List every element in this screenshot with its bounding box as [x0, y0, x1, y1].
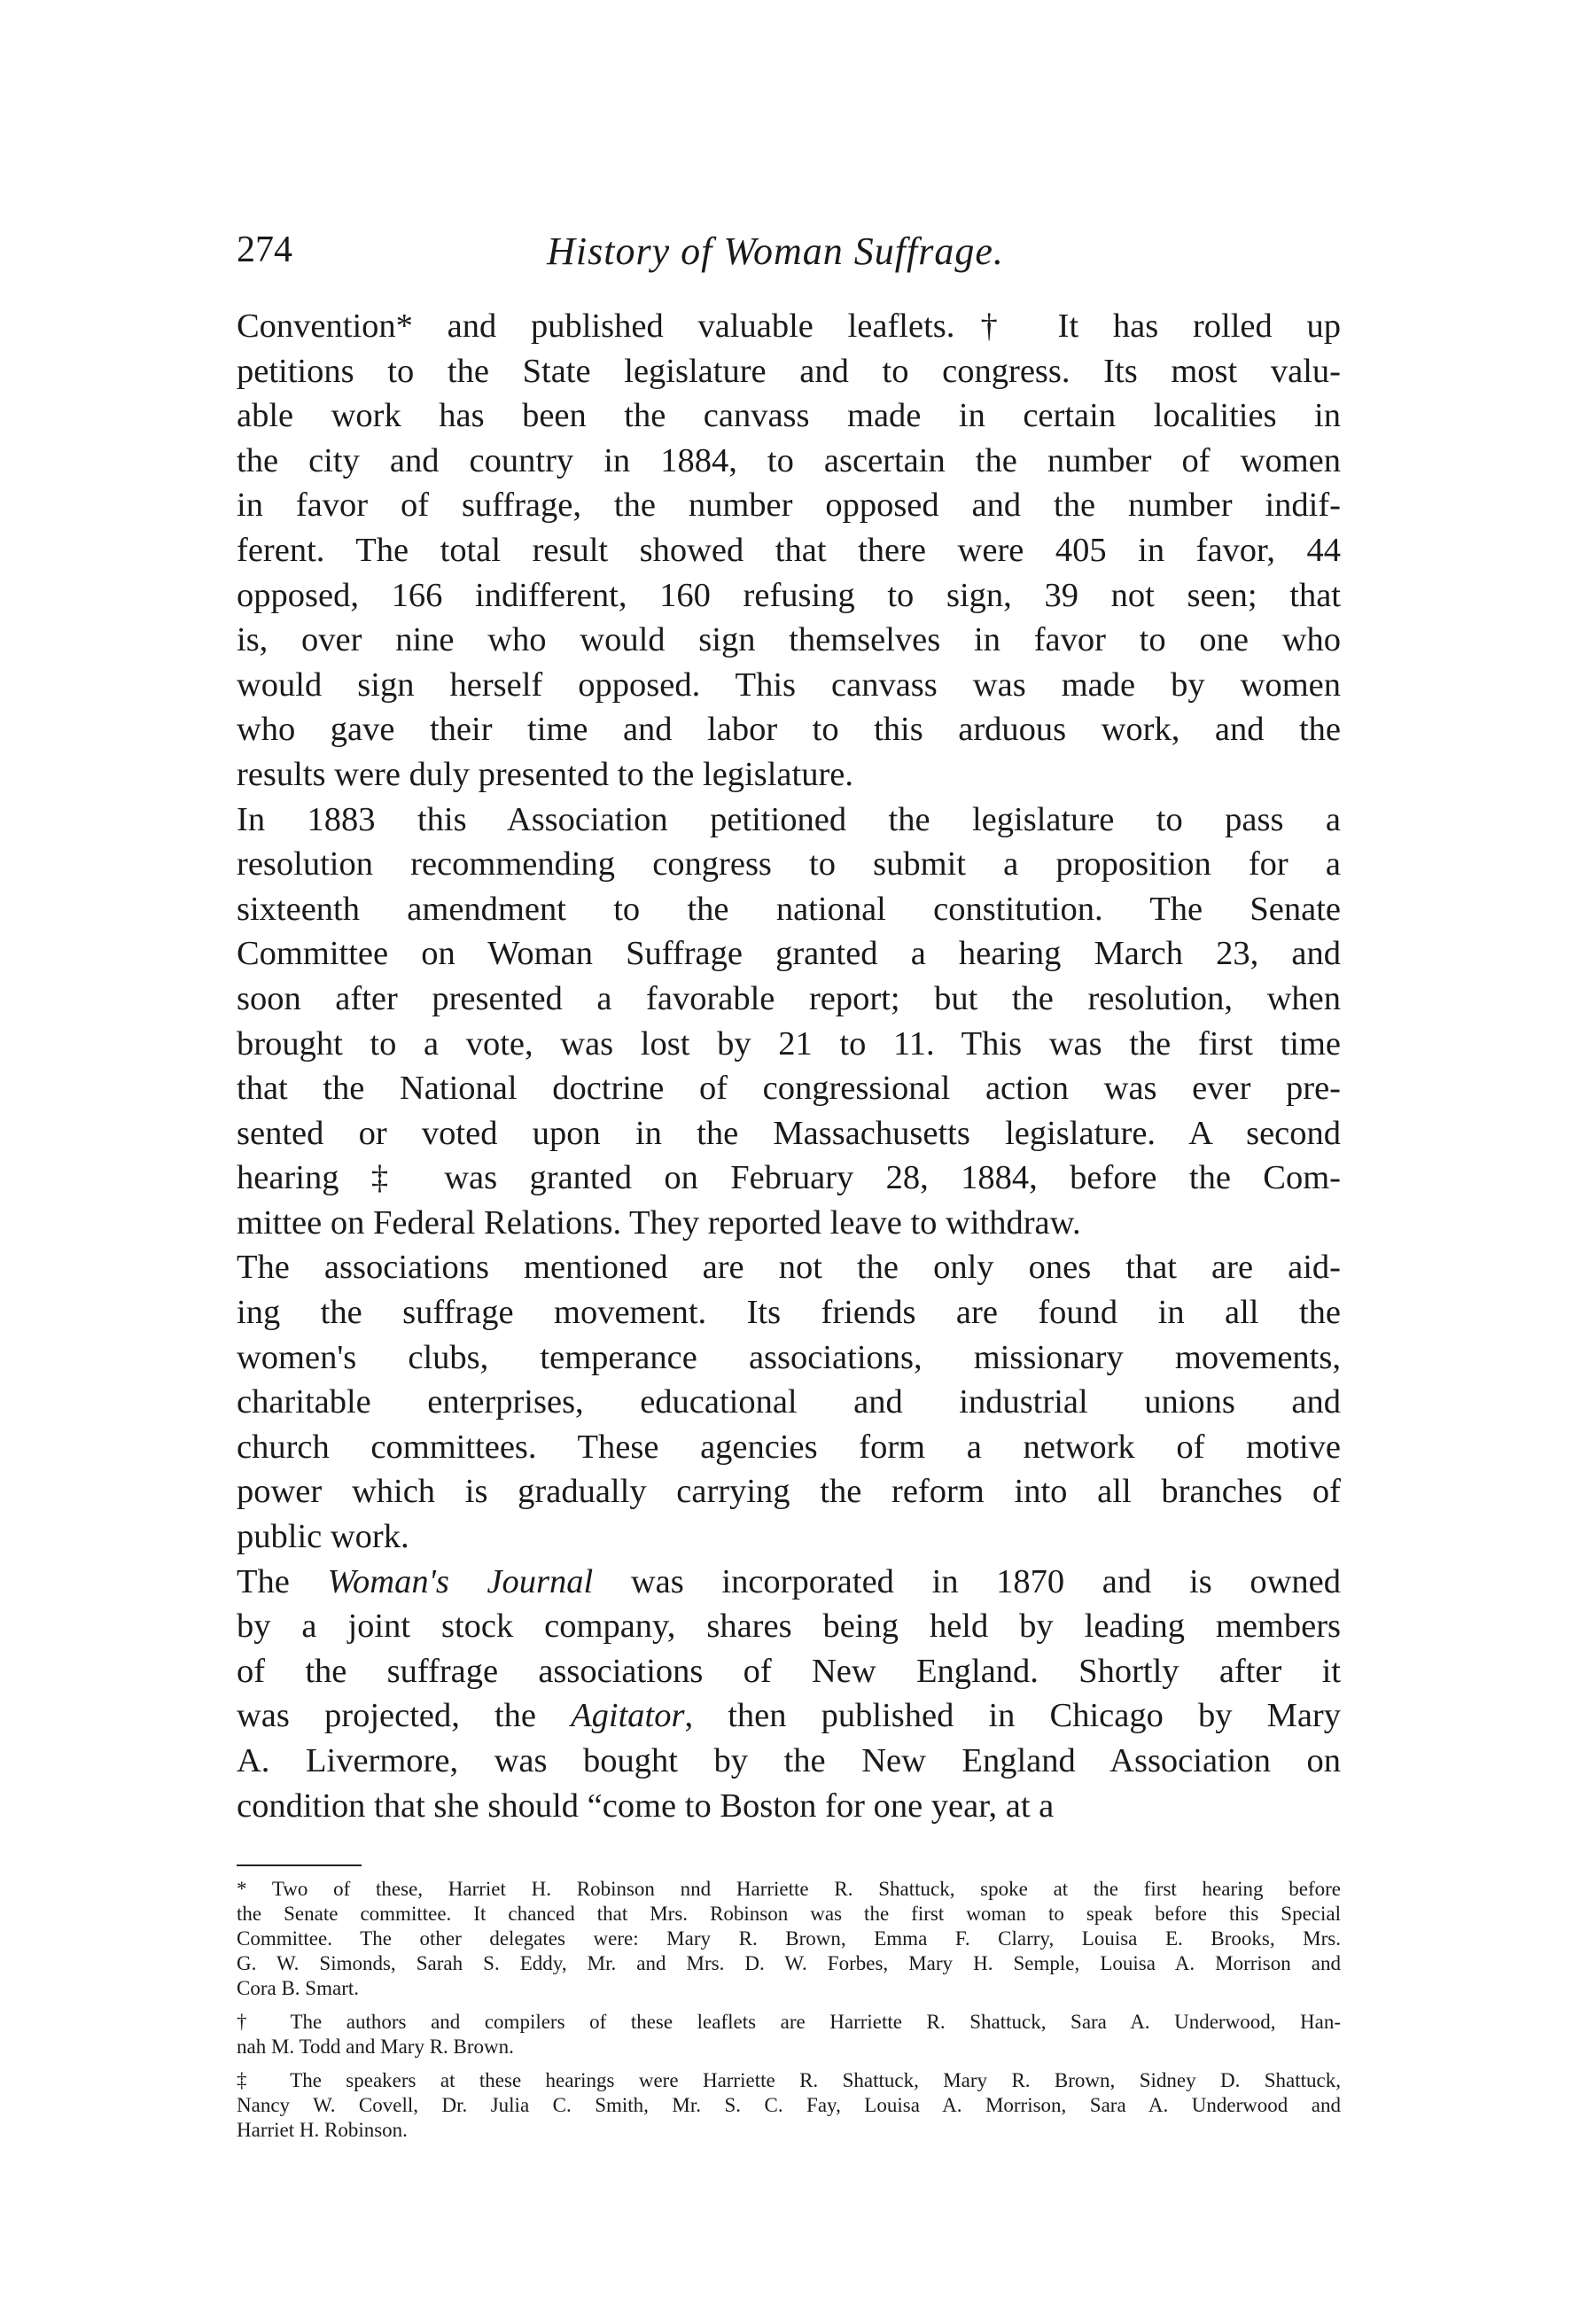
- footnotes: [237, 1877, 1341, 2143]
- text-line: The Woman's Journal was incorporated in 1870 and is owned: [237, 1562, 1341, 1600]
- text-line: ing the suffrage movement. Its friends are found in all the: [237, 1294, 1341, 1332]
- text-line: soon after presented a favorable report; but the resolution, when: [237, 979, 1341, 1017]
- text-line: able work has been the canvass made in certain localities in: [237, 397, 1341, 435]
- text-line: in favor of suffrage, the number opposed and the number indif-: [237, 487, 1341, 525]
- text-line: women's clubs, temperance associations, missionary movements,: [237, 1338, 1341, 1376]
- text-line: of the suffrage associations of New England. Shortly after it: [237, 1652, 1341, 1690]
- running-header: [237, 229, 1341, 282]
- text-line: by a joint stock company, shares being held by leading members: [237, 1608, 1341, 1646]
- text-line: resolution recommending congress to submit a proposition for a: [237, 845, 1341, 884]
- text-line: hearing ‡ was granted on February 28, 1884, before the Com-: [237, 1159, 1341, 1197]
- text-line: brought to a vote, was lost by 21 to 11. This was the first time: [237, 1024, 1341, 1063]
- text-line: Committee on Woman Suffrage granted a hearing March 23, and: [237, 935, 1341, 973]
- text-line: that the National doctrine of congressional action was ever pre-: [237, 1070, 1341, 1108]
- footnote-line: † The authors and compilers of these leaflets are Harriette R. Shattuck, Sara A. Underwood, Han-: [237, 2011, 1341, 2033]
- text-line: power which is gradually carrying the reform into all branches of: [237, 1473, 1341, 1511]
- footnote-line: Nancy W. Covell, Dr. Julia C. Smith, Mr. S. C. Fay, Louisa A. Morrison, Sara A. Underwood and: [237, 2094, 1341, 2116]
- footnote-line: * Two of these, Harriet H. Robinson nnd Harriette R. Shattuck, spoke at the first hearing before: [237, 1878, 1341, 1900]
- text-line: results were duly presented to the legislature.: [237, 755, 853, 793]
- footnote-line: Harriet H. Robinson.: [237, 2119, 408, 2141]
- text-line: would sign herself opposed. This canvass was made by women: [237, 666, 1341, 704]
- text-line: church committees. These agencies form a network of motive: [237, 1428, 1341, 1466]
- footnote-line: G. W. Simonds, Sarah S. Eddy, Mr. and Mrs. D. W. Forbes, Mary H. Semple, Louisa A. Morrison and: [237, 1952, 1341, 1974]
- text-line: the city and country in 1884, to ascertain the number of women: [237, 441, 1341, 479]
- footnote-line: nah M. Todd and Mary R. Brown.: [237, 2036, 514, 2058]
- footnote-line: ‡ The speakers at these hearings were Harriette R. Shattuck, Mary R. Brown, Sidney D. Shattuck,: [237, 2069, 1341, 2091]
- text-line: In 1883 this Association petitioned the legislature to pass a: [237, 800, 1341, 838]
- text-line: mittee on Federal Relations. They reported leave to withdraw.: [237, 1203, 1081, 1242]
- running-title: History of Woman Suffrage.: [547, 230, 1004, 273]
- text-line: is, over nine who would sign themselves in favor to one who: [237, 621, 1341, 659]
- text-line: Convention* and published valuable leaflets.† It has rolled up: [237, 307, 1341, 345]
- text-line: sented or voted upon in the Massachusetts legislature. A second: [237, 1114, 1341, 1152]
- footnote-line: Cora B. Smart.: [237, 1977, 359, 1999]
- text-line: was projected, the Agitator, then published in Chicago by Mary: [237, 1697, 1341, 1735]
- text-line: opposed, 166 indifferent, 160 refusing to sign, 39 not seen; that: [237, 576, 1341, 614]
- text-line: sixteenth amendment to the national constitution. The Senate: [237, 890, 1341, 928]
- footnote-line: Committee. The other delegates were: Mary R. Brown, Emma F. Clarry, Louisa E. Brooks, Mrs.: [237, 1927, 1341, 1950]
- text-line: who gave their time and labor to this arduous work, and the: [237, 711, 1341, 749]
- text-line: condition that she should “come to Boston for one year, at a: [237, 1787, 1055, 1825]
- text-line: The associations mentioned are not the only ones that are aid-: [237, 1249, 1341, 1287]
- body-text: [237, 304, 1341, 1828]
- text-line: petitions to the State legislature and to congress. Its most valu-: [237, 352, 1341, 390]
- text-line: A. Livermore, was bought by the New England Association on: [237, 1742, 1341, 1779]
- footnote-rule: [237, 1864, 362, 1866]
- text-line: public work.: [237, 1518, 409, 1556]
- page-number: 274: [237, 230, 292, 270]
- footnote-line: the Senate committee. It chanced that Mrs. Robinson was the first woman to speak before this Special: [237, 1903, 1341, 1925]
- text-line: charitable enterprises, educational and industrial unions and: [237, 1383, 1341, 1421]
- text-line: ferent. The total result showed that there were 405 in favor, 44: [237, 531, 1341, 569]
